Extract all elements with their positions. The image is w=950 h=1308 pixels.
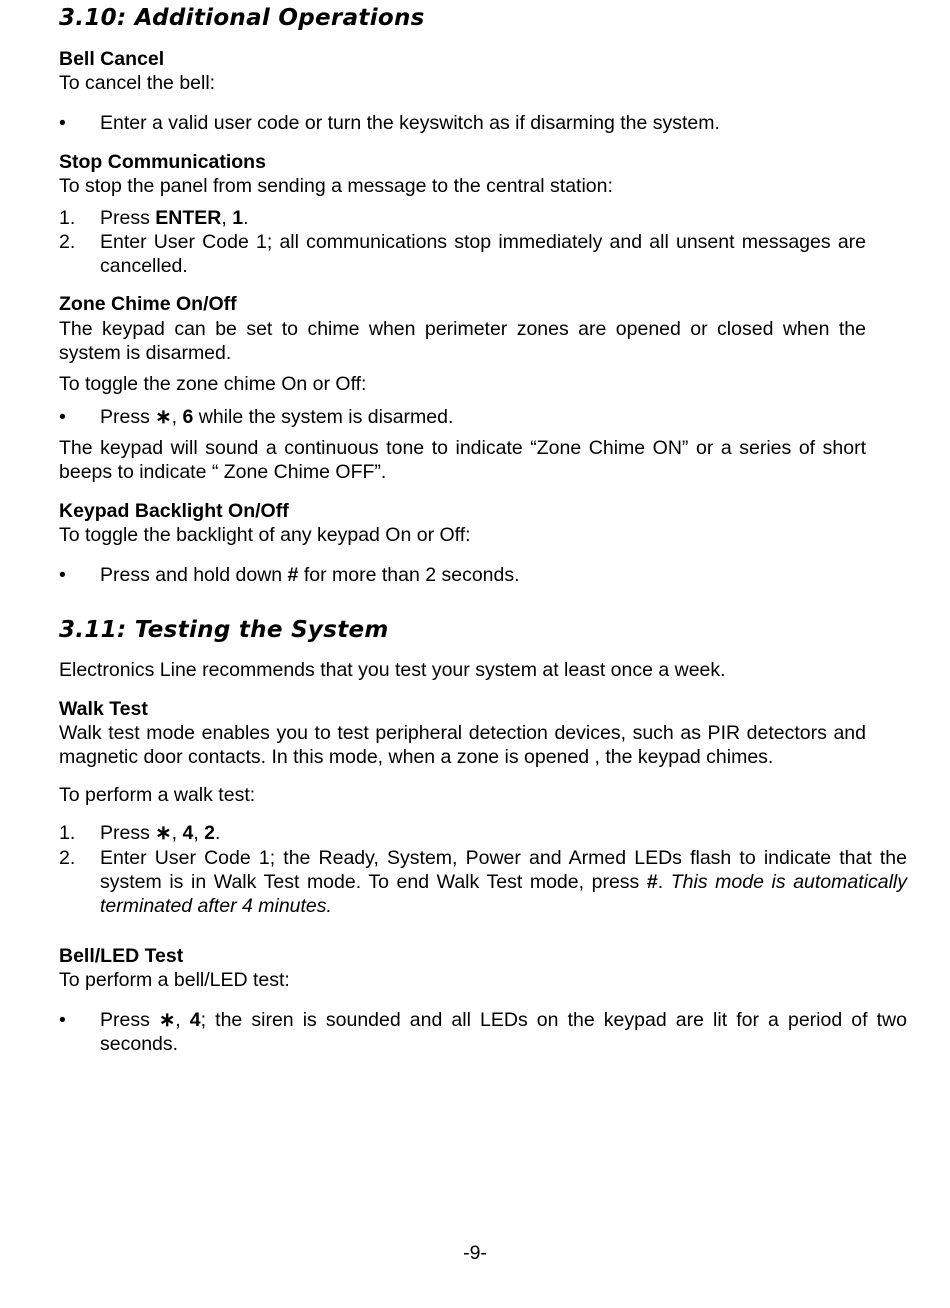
heading-bell-led-test: Bell/LED Test xyxy=(59,945,184,967)
zone-chime-bullet: • Press ∗, 6 while the system is disarmed. xyxy=(59,406,454,428)
zone-chime-paragraph-3: The keypad will sound a continuous tone to indicate “Zone Chime ON” or a series of short beeps to indicate “ Zone Chime OFF”. xyxy=(59,437,866,483)
section-title-additional-operations: 3.10: Additional Operations xyxy=(59,5,425,31)
zone-chime-paragraph-1: The keypad can be set to chime when perimeter zones are opened or closed when the system is disarmed. xyxy=(59,318,866,364)
stop-communications-step-2: 2. Enter User Code 1; all communications stop immediately and all unsent messages are cancelled. xyxy=(59,231,866,277)
walk-test-step-1: 1. Press ∗, 4, 2. xyxy=(59,822,221,844)
heading-zone-chime: Zone Chime On/Off xyxy=(59,293,237,315)
bell-led-test-intro: To perform a bell/LED test: xyxy=(59,969,290,991)
bell-led-test-bullet: • Press ∗, 4; the siren is sounded and all LEDs on the keypad are lit for a period of two seconds. xyxy=(59,1009,907,1055)
bullet-marker: • xyxy=(59,112,66,134)
bell-cancel-bullet: • Enter a valid user code or turn the keyswitch as if disarming the system. xyxy=(59,112,720,134)
testing-intro: Electronics Line recommends that you test your system at least once a week. xyxy=(59,659,726,681)
heading-keypad-backlight: Keypad Backlight On/Off xyxy=(59,500,289,522)
stop-communications-step-1: 1. Press ENTER, 1. xyxy=(59,207,249,229)
keypad-backlight-intro: To toggle the backlight of any keypad On or Off: xyxy=(59,524,471,546)
bell-cancel-intro: To cancel the bell: xyxy=(59,72,216,94)
keypad-backlight-bullet: • Press and hold down # for more than 2 seconds. xyxy=(59,564,520,586)
heading-bell-cancel: Bell Cancel xyxy=(59,48,165,70)
walk-test-step-2: 2. Enter User Code 1; the Ready, System, Power and Armed LEDs flash to indicate that the system is in Walk Test mode. To end Walk Test mode, press #. This mode is automatically terminated after 4 minutes. xyxy=(59,847,907,917)
stop-communications-intro: To stop the panel from sending a message to the central station: xyxy=(59,175,613,197)
walk-test-paragraph-1: Walk test mode enables you to test peripheral detection devices, such as PIR detectors and magnetic door contacts. In this mode, when a zone is opened , the keypad chimes. xyxy=(59,722,866,768)
zone-chime-paragraph-2: To toggle the zone chime On or Off: xyxy=(59,373,367,395)
heading-stop-communications: Stop Communications xyxy=(59,151,266,173)
heading-walk-test: Walk Test xyxy=(59,698,148,720)
page-number: -9- xyxy=(463,1242,487,1264)
walk-test-paragraph-2: To perform a walk test: xyxy=(59,784,256,806)
section-title-testing-the-system: 3.11: Testing the System xyxy=(59,617,389,643)
